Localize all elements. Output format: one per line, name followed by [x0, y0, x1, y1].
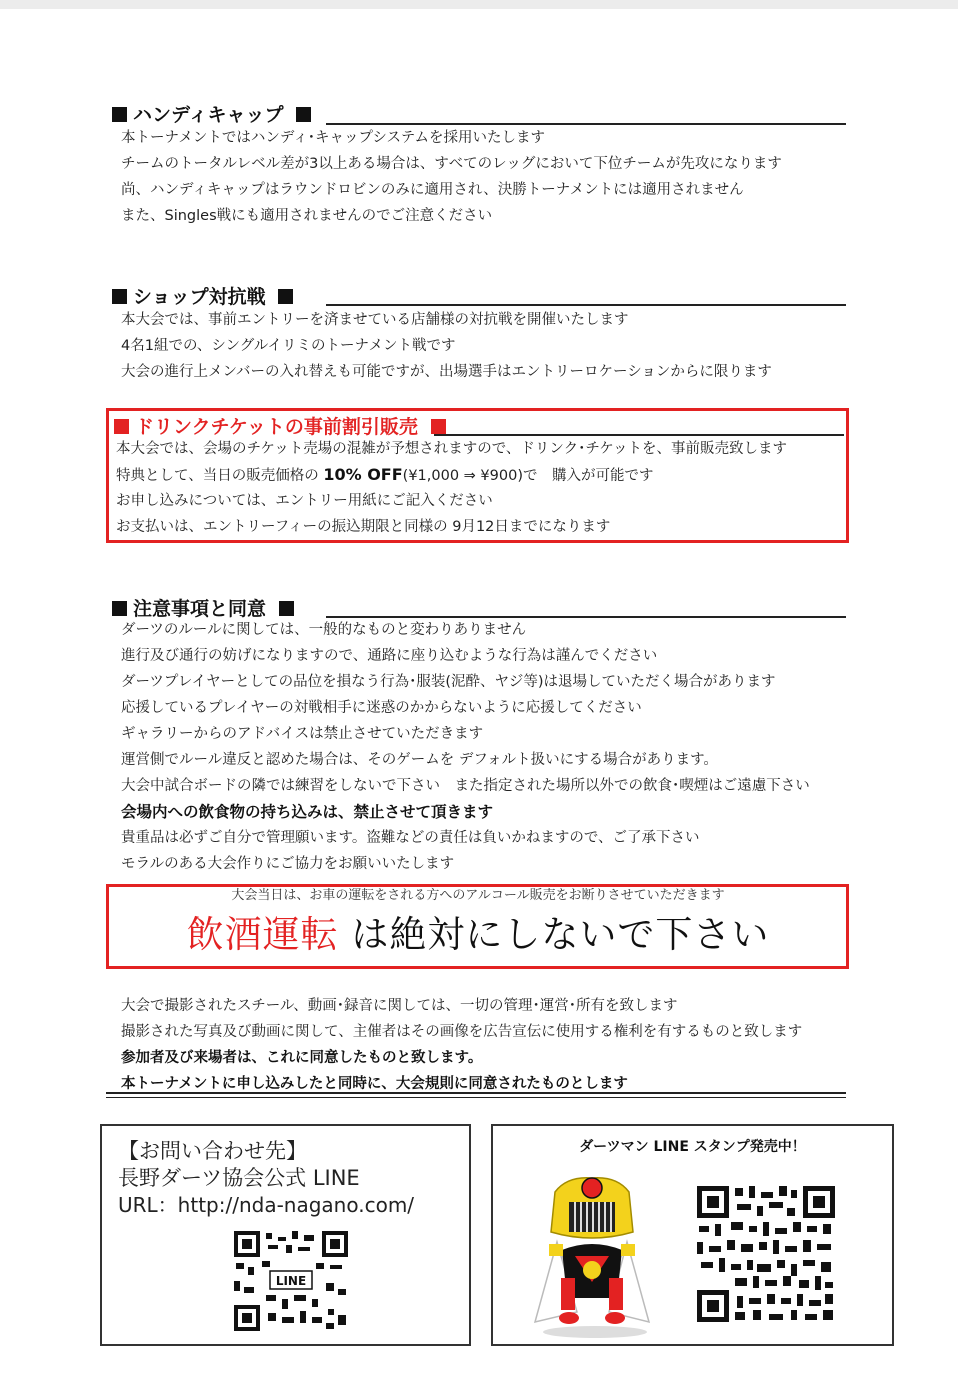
- handicap-line: チームのトータルレベル差が3以上ある場合は、すべてのレッグにおいて下位チームが先攻になります: [121, 156, 782, 172]
- square-bullet-icon: [279, 601, 294, 616]
- shop-title: ショップ対抗戦: [112, 282, 299, 309]
- stamp-title: ダーツマン LINE スタンプ発売中！: [579, 1139, 806, 1155]
- shop-line: 大会の進行上メンバーの入れ替えも可能ですが、出場選手はエントリーロケーションからに限ります: [121, 364, 772, 380]
- notes-line: ダーツプレイヤーとしての品位を損なう行為･服装(泥酔、ヤジ等)は退場していただく場合があります: [121, 674, 776, 690]
- notes-line: 貴重品は必ずご自分で管理願います。盗難などの責任は負いかねますので、ご了承下さい: [121, 830, 700, 846]
- drink-line: お支払いは、エントリーフィーの振込期限と同様の 9月12日までになります: [116, 519, 611, 535]
- warning-small-text: 大会当日は、お車の運転をされる方へのアルコール販売をお断りさせていただきます: [231, 888, 725, 903]
- section-rule: [434, 434, 844, 436]
- stamp-box: [491, 1124, 894, 1346]
- consent-line: 撮影された写真及び動画に関して、主催者はその画像を広告宣伝に使用する権利を有するものと致します: [121, 1024, 803, 1040]
- contact-org: 長野ダーツ協会公式 LINE: [118, 1166, 360, 1190]
- notes-line: ギャラリーからのアドバイスは禁止させていただきます: [121, 726, 484, 742]
- drink-line: 本大会では、会場のチケット売場の混雑が予想されますので、ドリンク･チケットを、事前販売致します: [116, 441, 788, 457]
- square-bullet-icon: [431, 419, 446, 434]
- top-edge: [0, 0, 958, 9]
- shop-line: 4名1組での、シングルイリミのトーナメント戦です: [121, 338, 456, 354]
- handicap-line: 尚、ハンディキャップはラウンドロビンのみに適用され、決勝トーナメントには適用されません: [121, 182, 744, 198]
- consent-line-bold: 本トーナメントに申し込みしたと同時に、大会規則に同意されたものとします: [121, 1076, 628, 1092]
- qr-line-label: LINE: [275, 1274, 307, 1288]
- notes-line-bold: 会場内への飲食物の持ち込みは、禁止させて頂きます: [121, 803, 494, 821]
- notes-line: 大会中試合ボードの隣では練習をしないで下さい また指定された場所以外での飲食･喫煙はご遠慮下さい: [121, 778, 810, 794]
- consent-line: 大会で撮影されたスチール、動画･録音に関しては、一切の管理･運営･所有を致します: [121, 998, 678, 1014]
- drink-title: ドリンクチケットの事前割引販売: [114, 412, 452, 439]
- square-bullet-icon: [112, 289, 127, 304]
- notes-line: 運営側でルール違反と認めた場合は、そのゲームを デフォルト扱いにする場合があります。: [121, 752, 718, 768]
- warning-headline: 飲酒運転 は絶対にしないで下さい: [186, 913, 770, 956]
- contact-url[interactable]: URL：http://nda-nagano.com/: [118, 1193, 415, 1217]
- notes-line: ダーツのルールに関しては、一般的なものと変わりありません: [121, 622, 527, 638]
- square-bullet-icon: [296, 107, 311, 122]
- shop-line: 本大会では、事前エントリーを済ませている店舗様の対抗戦を開催いたします: [121, 312, 629, 328]
- section-rule: [326, 123, 846, 125]
- notes-line: 応援しているプレイヤーの対戦相手に迷惑のかからないように応援してください: [121, 700, 642, 716]
- square-bullet-icon: [278, 289, 293, 304]
- contact-heading: 【お問い合わせ先】: [118, 1139, 307, 1163]
- notes-line: モラルのある大会作りにご協力をお願いいたします: [121, 856, 455, 872]
- consent-line-bold: 参加者及び来場者は、これに同意したものと致します。: [121, 1050, 483, 1066]
- consent-double-rule: [106, 1092, 846, 1098]
- stamp-qr-code-icon[interactable]: [695, 1184, 837, 1324]
- line-qr-code-icon[interactable]: [232, 1229, 350, 1333]
- section-rule: [326, 616, 846, 618]
- notes-line: 進行及び通行の妨げになりますので、通路に座り込むような行為は謹んでください: [121, 648, 658, 664]
- handicap-title: ハンディキャップ: [112, 100, 317, 127]
- square-bullet-icon: [114, 419, 129, 434]
- square-bullet-icon: [112, 107, 127, 122]
- drink-line: お申し込みについては、エントリー用紙にご記入ください: [116, 493, 493, 509]
- handicap-line: また、Singles戦にも適用されませんのでご注意ください: [121, 208, 493, 224]
- section-rule: [326, 304, 846, 306]
- drink-line-discount: 特典として、当日の販売価格の 10% OFF(¥1,000 ⇒ ¥900)で 購入が可能です: [116, 465, 654, 484]
- notes-title: 注意事項と同意: [112, 594, 300, 621]
- square-bullet-icon: [112, 601, 127, 616]
- contact-box: [100, 1124, 471, 1346]
- handicap-line: 本トーナメントではハンディ･キャップシステムを採用いたします: [121, 130, 545, 146]
- dartsman-character-icon: [517, 1172, 667, 1340]
